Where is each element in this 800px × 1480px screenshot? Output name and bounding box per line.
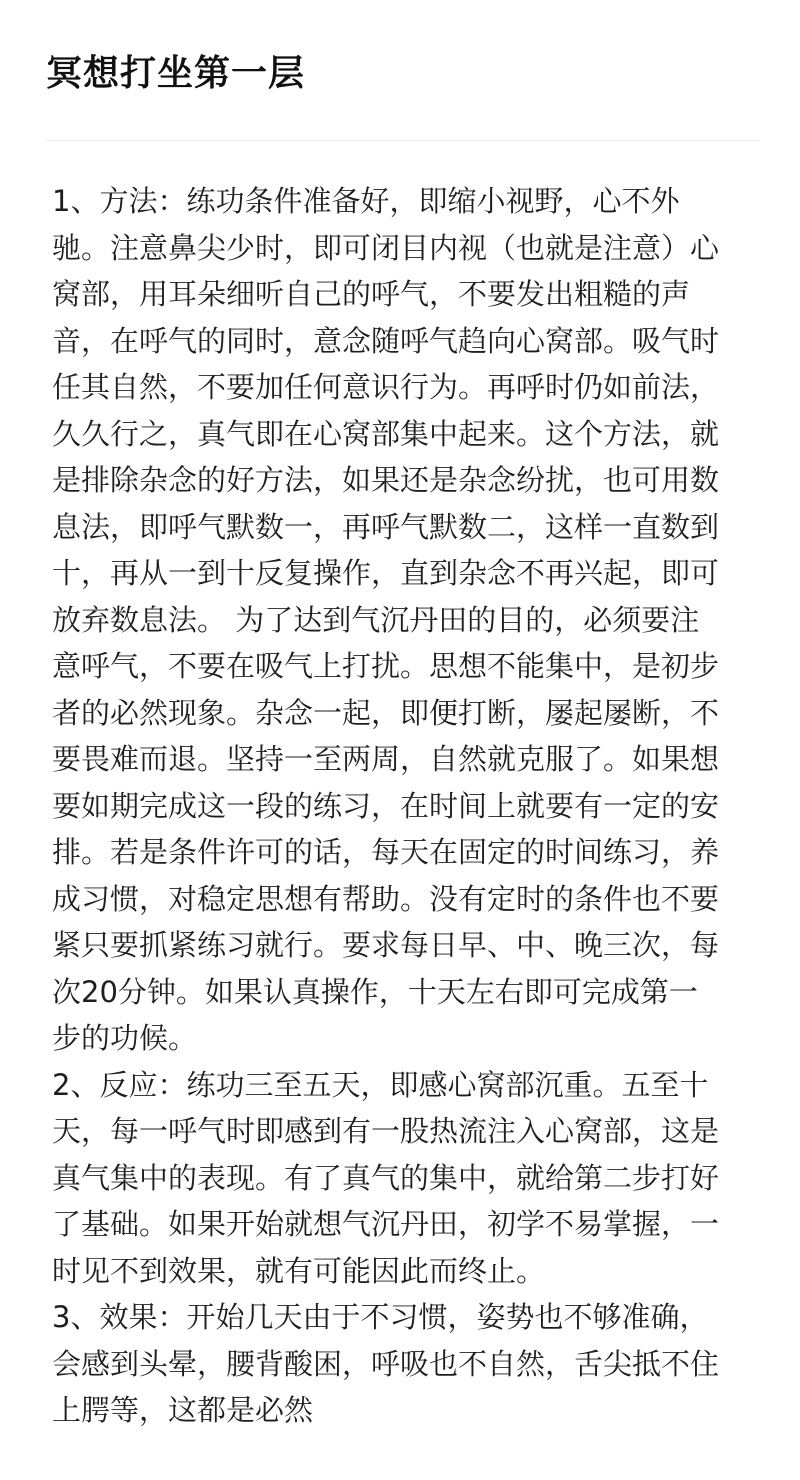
body-line: 窝部，用耳朵细听自己的呼气，不要发出粗糙的声 <box>52 277 691 311</box>
body-line: 意呼气，不要在吸气上打扰。思想不能集中，是初步 <box>52 649 720 683</box>
body-line: 是排除杂念的好方法，如果还是杂念纷扰，也可用数 <box>52 463 720 497</box>
body-line: 2、反应：练功三至五天，即感心窝部沉重。五至十 <box>52 1067 709 1102</box>
body-line: 1、方法：练功条件准备好，即缩小视野，心不外 <box>52 184 680 218</box>
body-line: 久久行之，真气即在心窝部集中起来。这个方法，就 <box>52 416 720 451</box>
article-body <box>52 178 752 1434</box>
body-line: 紧只要抓紧练习就行。要求每日早、中、晚三次，每 <box>52 928 720 962</box>
body-line: 驰。注意鼻尖少时，即可闭目内视（也就是注意）心 <box>52 230 720 265</box>
body-line: 音，在呼气的同时，意念随呼气趋向心窝部。吸气时 <box>52 323 720 358</box>
title-divider <box>46 140 758 141</box>
body-line: 任其自然，不要加任何意识行为。再呼时仍如前法， <box>52 370 720 404</box>
body-line: 了基础。如果开始就想气沉丹田，初学不易掌握，一 <box>52 1207 720 1241</box>
body-line: 放弃数息法。 为了达到气沉丹田的目的，必须要注 <box>52 602 700 637</box>
body-line: 者的必然现象。杂念一起，即便打断，屡起屡断，不 <box>52 695 720 730</box>
body-line: 排。若是条件许可的话，每天在固定的时间练习，养 <box>52 835 720 869</box>
body-line: 上腭等，这都是必然 <box>52 1393 314 1427</box>
body-line: 十，再从一到十反复操作，直到杂念不再兴起，即可 <box>52 556 720 590</box>
body-line: 次20分钟。如果认真操作，十天左右即可完成第一 <box>52 974 698 1009</box>
body-line: 会感到头晕，腰背酸困，呼吸也不自然，舌尖抵不住 <box>52 1346 720 1381</box>
body-line: 时见不到效果，就有可能因此而终止。 <box>52 1253 546 1288</box>
body-line: 真气集中的表现。有了真气的集中，就给第二步打好 <box>52 1160 720 1195</box>
body-line: 天，每一呼气时即感到有一股热流注入心窝部，这是 <box>52 1114 720 1148</box>
body-line: 3、效果：开始几天由于不习惯，姿势也不够准确， <box>52 1300 709 1334</box>
body-line: 要畏难而退。坚持一至两周，自然就克服了。如果想 <box>52 742 720 776</box>
body-line: 息法，即呼气默数一，再呼气默数二，这样一直数到 <box>52 509 720 544</box>
page-bottom-edge <box>0 1468 800 1480</box>
body-line: 要如期完成这一段的练习，在时间上就要有一定的安 <box>52 788 720 823</box>
page-title: 冥想打坐第一层 <box>46 53 306 94</box>
body-line: 步的功候。 <box>52 1021 198 1055</box>
body-line: 成习惯，对稳定思想有帮助。没有定时的条件也不要 <box>52 881 720 916</box>
